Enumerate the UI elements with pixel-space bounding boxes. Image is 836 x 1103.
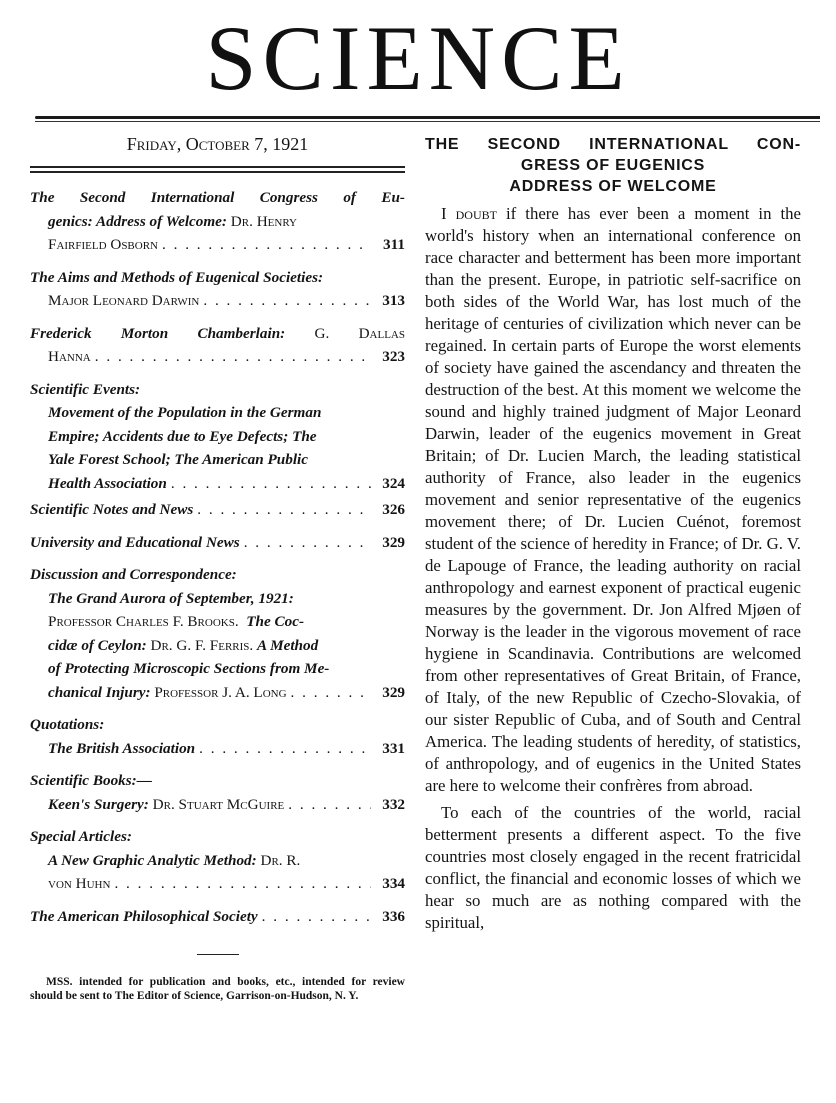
leader-dots — [288, 793, 371, 817]
article-paragraph — [425, 203, 801, 797]
leader-dots — [197, 498, 371, 522]
leader-dots — [95, 345, 371, 369]
toc-section[interactable] — [30, 769, 405, 816]
toc-page-number: 331 — [382, 739, 405, 757]
article-paragraph: To each of the countries of the world, racial betterment presents a different aspect. To the five countries most closely engaged in the recent fratricidal conflict, the financial and economic losses of which we hear so much are as nothing compared with the spiritual, — [425, 803, 801, 932]
lead-word: I doubt — [441, 204, 497, 223]
toc-entry-title: The Grand Aurora of September, 1921: — [48, 589, 294, 607]
toc-page-number: 329 — [382, 683, 405, 701]
toc-entry-title: Yale Forest School; The American Public — [48, 451, 309, 468]
leader-dots — [244, 531, 371, 555]
toc-entry-author: Professor J. A. Long — [154, 683, 287, 701]
toc-entry-title: Health Association — [48, 474, 167, 492]
toc-page-number: 329 — [382, 533, 405, 551]
table-of-contents — [30, 186, 405, 928]
leader-dots — [203, 289, 371, 313]
leader-dots — [291, 681, 371, 705]
article-body — [425, 203, 801, 934]
toc-entry[interactable] — [30, 266, 405, 313]
contents-column — [30, 128, 405, 1003]
leader-dots — [199, 737, 371, 761]
toc-entry-author: Professor Charles F. Brooks. — [48, 613, 239, 630]
date-divider — [30, 166, 405, 174]
leader-dots — [262, 905, 371, 929]
article-title-line: THE SECOND INTERNATIONAL CON- — [425, 136, 801, 153]
toc-entry-title: Keen's Surgery: — [48, 795, 149, 813]
toc-entry-title: The British Association — [48, 739, 196, 757]
toc-page-number: 323 — [382, 348, 405, 365]
toc-entry-title: of Protecting Microscopic Sections from Me- — [48, 660, 330, 677]
toc-entry[interactable] — [30, 498, 405, 522]
toc-entry-author: Fairfield Osborn — [48, 236, 158, 253]
toc-entry-author: Dr. R. — [260, 851, 301, 869]
toc-section-heading: Quotations: — [30, 716, 105, 733]
toc-page-number: 326 — [382, 501, 405, 518]
leader-dots — [162, 233, 371, 257]
toc-entry-title: A Method — [257, 636, 319, 654]
leader-dots — [114, 872, 371, 896]
toc-page-number: 311 — [383, 236, 405, 253]
issue-date: Friday, October 7, 1921 — [126, 134, 309, 154]
toc-entry-author: Dr. Henry — [230, 212, 298, 230]
toc-entry-title: genics: Address of Welcome: — [48, 212, 227, 230]
toc-entry-title: University and Educational News — [30, 533, 240, 551]
toc-entry[interactable] — [30, 186, 405, 257]
journal-masthead: SCIENCE — [205, 7, 631, 109]
toc-entry-title: The American Philosophical Society — [30, 907, 258, 925]
toc-entry-title: The Aims and Methods of Eugenical Societies: — [30, 268, 324, 286]
toc-entry[interactable] — [30, 322, 405, 369]
toc-entry-title: Movement of the Population in the German — [48, 404, 322, 421]
toc-section[interactable] — [30, 563, 405, 704]
toc-entry-author: Dr. G. F. Ferris. — [150, 636, 254, 654]
toc-entry[interactable] — [30, 905, 405, 929]
toc-section-heading: Discussion and Correspondence: — [30, 566, 237, 583]
article-subtitle: ADDRESS OF WELCOME — [509, 178, 717, 195]
masthead-rule — [35, 116, 820, 123]
paragraph-text: if there has ever been a moment in the world's history when an international conference on race character and betterment has been more important than the present. Europe, in patriotic self-sacrifice on both sides of the World War, has lost much of the heritage of centuries of civilization which never can be regained. In certain parts of Europe the worst elements of society have gained the ascendancy and threaten the destruction of the best. At this moment we welcome the sound and highly trained judgment of Major Leonard Darwin, leader of the eugenics movement in Great Britain; of Dr. Lucien March, the leading statistical authority of France, also leader in the eugenics movement and senior representative of the eugenics movement there; of Dr. Lucien Cuénot, foremost student of the science of heredity in France; of Dr. G. V. de Lapouge of France, the leading authority on racial anthropology and earnest exponent of practical eugenic measures by the government. Dr. Jon Alfred Mjøen of Norway is the leader in the vigorous movement of race hygiene in Scandinavia. Contributions are welcomed from other representatives of Great Britain, of France, of Italy, of the new Republic of Czecho-Slovakia, of our sister Republic of Cuba, and of South and Central America. The leading students of heredity, of statistics, of anthropology, and of eugenics in the United States are here to welcome their confrères from abroad. — [425, 204, 801, 795]
toc-page-number: 324 — [382, 474, 405, 492]
toc-section[interactable] — [30, 713, 405, 760]
toc-section-heading: Scientific Books:— — [30, 772, 152, 789]
toc-entry-title: chanical Injury: — [48, 683, 151, 701]
toc-section-heading: Special Articles: — [30, 828, 132, 845]
toc-entry-title: A New Graphic Analytic Method: — [48, 851, 257, 869]
article-column — [425, 128, 801, 934]
toc-entry-title: The Second International Congress of Eu- — [30, 189, 405, 206]
toc-section[interactable] — [30, 825, 405, 896]
footnote-divider — [197, 954, 239, 955]
toc-entry-title: Scientific Notes and News — [30, 501, 194, 518]
article-title — [425, 134, 801, 197]
toc-entry-title: Frederick Morton Chamberlain: — [30, 324, 286, 342]
toc-entry-title: Empire; Accidents due to Eye Defects; The — [48, 427, 317, 445]
toc-page-number: 334 — [382, 875, 405, 892]
leader-dots — [171, 472, 371, 496]
toc-page-number: 336 — [382, 907, 405, 925]
toc-entry-title: cidæ of Ceylon: — [48, 636, 147, 654]
toc-entry[interactable] — [30, 531, 405, 555]
submission-note: MSS. intended for publication and books, etc., intended for review should be sent to The Editor of Science, Garrison-on-Hudson, N. Y. — [30, 976, 405, 1002]
toc-entry-title: The Coc- — [246, 613, 305, 630]
toc-page-number: 332 — [382, 795, 405, 813]
toc-section-heading: Scientific Events: — [30, 380, 141, 398]
toc-entry-author: Hanna — [48, 348, 91, 365]
toc-page-number: 313 — [382, 292, 405, 309]
article-title-line: GRESS OF EUGENICS — [520, 157, 706, 174]
toc-entry-author: Dr. Stuart McGuire — [152, 795, 285, 813]
toc-entry-author: von Huhn — [48, 875, 111, 892]
toc-entry-author: G. Dallas — [314, 324, 405, 342]
toc-section[interactable] — [30, 378, 405, 496]
toc-entry-author: Major Leonard Darwin — [48, 292, 200, 309]
